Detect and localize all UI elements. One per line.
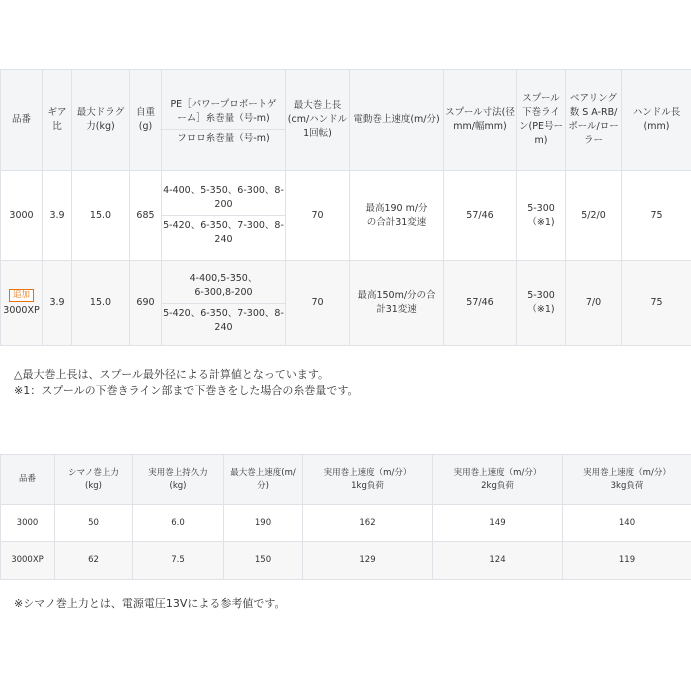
new-badge: 追加	[9, 289, 34, 302]
table-row	[1, 542, 691, 580]
cell-model: 3000	[1, 505, 55, 542]
footnote-text: ※シマノ巻上力とは、電源電圧13Vによる参考値です。	[14, 597, 286, 610]
cell-max-wind: 70	[286, 261, 350, 346]
header-speed-3kg: 実用巻上速度（m/分）3kg負荷	[563, 455, 691, 505]
cell-speed: 最高150m/分の合計31変速	[350, 261, 444, 346]
cell-speed-3kg: 140	[563, 505, 691, 542]
cell-speed-1kg: 162	[303, 505, 433, 542]
cell-line-capacity	[162, 261, 286, 346]
header-model: 品番	[1, 455, 55, 505]
cell-practical-lift: 6.0	[133, 505, 224, 542]
cell-speed-2kg: 124	[433, 542, 563, 580]
cell-pe: 4-400、5-350、6-300、8-200	[163, 185, 284, 210]
cell-spool-line: 5-300（※1)	[517, 171, 566, 261]
header-spool-size: スプール寸法(径mm/幅mm)	[444, 70, 517, 171]
header-fluoro-line: フロロ糸巻量（号-m)	[160, 129, 287, 146]
cell-weight: 690	[130, 261, 162, 346]
header-max-wind: 最大巻上長(cm/ハンドル1回転)	[286, 70, 350, 171]
table-row	[1, 261, 691, 346]
cell-bearing: 5/2/0	[566, 171, 622, 261]
cell-handle: 75	[622, 261, 691, 346]
cell-drag: 15.0	[72, 261, 130, 346]
cell-shimano-lift: 50	[55, 505, 133, 542]
cell-max-speed: 150	[224, 542, 303, 580]
header-speed-1kg: 実用巻上速度（m/分）1kg負荷	[303, 455, 433, 505]
footnote	[14, 596, 286, 612]
header-line-capacity	[162, 70, 286, 171]
cell-model: 3000	[1, 171, 43, 261]
header-speed-2kg: 実用巻上速度（m/分）2kg負荷	[433, 455, 563, 505]
cell-model	[1, 261, 43, 346]
cell-speed-1kg: 129	[303, 542, 433, 580]
header-handle-length: ハンドル長(mm)	[622, 70, 691, 171]
header-spool-underline: スプール下巻ライン(PE号ーm)	[517, 70, 566, 171]
cell-spool: 57/46	[444, 261, 517, 346]
cell-gear: 3.9	[43, 171, 72, 261]
header-max-drag: 最大ドラグ力(kg)	[72, 70, 130, 171]
cell-speed: 最高190 m/分の合計31変速	[350, 171, 444, 261]
cell-max-wind: 70	[286, 171, 350, 261]
note-max-wind: △最大巻上長は、スプール最外径による計算値となっています。	[14, 368, 330, 381]
cell-model: 3000XP	[1, 542, 55, 580]
cell-spool-line: 5-300（※1)	[517, 261, 566, 346]
lift-table	[0, 454, 691, 580]
spec-table	[0, 69, 691, 346]
cell-model-text: 3000XP	[3, 305, 40, 316]
notes	[14, 367, 358, 399]
cell-fluoro: 5-420、6-350、7-300、8-240	[162, 215, 285, 250]
table-row	[1, 171, 691, 261]
cell-shimano-lift: 62	[55, 542, 133, 580]
cell-speed-2kg: 149	[433, 505, 563, 542]
header-pe-line: PE［パワープロボートゲーム］糸巻量（号-m)	[170, 99, 277, 124]
header-gear-ratio: ギア比	[43, 70, 72, 171]
cell-gear: 3.9	[43, 261, 72, 346]
cell-practical-lift: 7.5	[133, 542, 224, 580]
header-shimano-lift: シマノ巻上力(kg)	[55, 455, 133, 505]
cell-line-capacity	[162, 171, 286, 261]
cell-bearing: 7/0	[566, 261, 622, 346]
cell-pe: 4-400,5-350、6-300,8-200	[189, 272, 258, 298]
header-practical-lift: 実用巻上持久力(kg)	[133, 455, 224, 505]
cell-weight: 685	[130, 171, 162, 261]
header-max-speed: 最大巻上速度(m/分)	[224, 455, 303, 505]
cell-drag: 15.0	[72, 171, 130, 261]
note-underline: ※1：スプールの下巻きライン部まで下巻きをした場合の糸巻量です。	[14, 384, 359, 397]
cell-fluoro: 5-420、6-350、7-300、8-240	[162, 303, 285, 338]
cell-speed-3kg: 119	[563, 542, 691, 580]
table-row	[1, 505, 691, 542]
header-speed: 電動巻上速度(m/分)	[350, 70, 444, 171]
cell-max-speed: 190	[224, 505, 303, 542]
cell-handle: 75	[622, 171, 691, 261]
header-bearing: ベアリング数 S A-RB/ボール/ローラー	[566, 70, 622, 171]
cell-spool: 57/46	[444, 171, 517, 261]
header-model: 品番	[1, 70, 43, 171]
header-weight: 自重(g)	[130, 70, 162, 171]
